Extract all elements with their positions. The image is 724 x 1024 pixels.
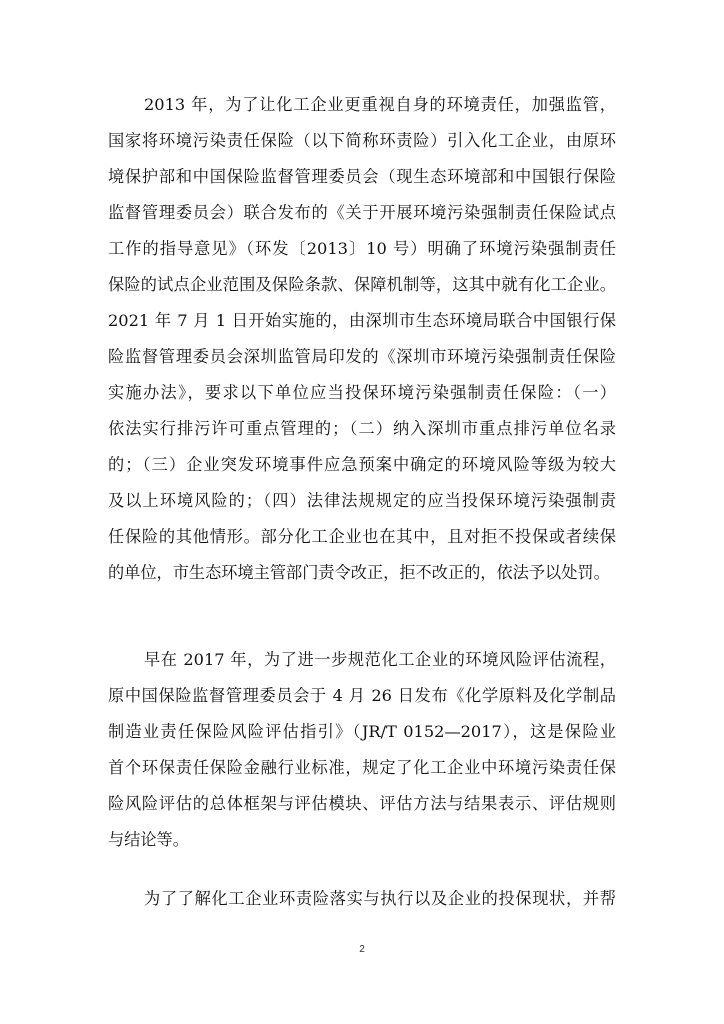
paragraph-line: 险监督管理委员会深圳监管局印发的《深圳市环境污染强制责任保险 — [108, 347, 616, 366]
paragraph-line: 与结论等。 — [108, 830, 189, 849]
paragraph-line: 险风险评估的总体框架与评估模块、评估方法与结果表示、评估规则 — [108, 794, 616, 813]
paragraph-line: 依法实行排污许可重点管理的；（二）纳入深圳市重点排污单位名录 — [108, 419, 616, 438]
paragraph-line: 的单位，市生态环境主管部门责令改正，拒不改正的，依法予以处罚。 — [108, 563, 610, 582]
paragraph-line: 保险的试点企业范围及保险条款、保障机制等，这其中就有化工企业。 — [108, 275, 616, 294]
paragraph-line: 为了了解化工企业环责险落实与执行以及企业的投保现状，并帮 — [144, 889, 616, 908]
paragraph-line: 及以上环境风险的；（四）法律法规规定的应当投保环境污染强制责 — [108, 491, 616, 510]
paragraph-line: 监督管理委员会）联合发布的《关于开展环境污染强制责任保险试点 — [108, 203, 616, 222]
paragraph-line: 工作的指导意见》（环发〔2013〕10 号）明确了环境污染强制责任 — [108, 239, 616, 258]
paragraph-line: 实施办法》，要求以下单位应当投保环境污染强制责任保险：（一） — [108, 383, 616, 402]
paragraph — [108, 87, 616, 591]
paragraph-line: 2021 年 7 月 1 日开始实施的，由深圳市生态环境局联合中国银行保 — [108, 311, 616, 330]
paragraph-line: 2013 年，为了让化工企业更重视自身的环境责任，加强监管， — [144, 95, 616, 114]
paragraph-line: 首个环保责任保险金融行业标准，规定了化工企业中环境污染责任保 — [108, 758, 616, 777]
paragraph — [108, 642, 616, 858]
paragraph-line: 国家将环境污染责任保险（以下简称环责险）引入化工企业，由原环 — [108, 131, 616, 150]
paragraph-line: 原中国保险监督管理委员会于 4 月 26 日发布《化学原料及化学制品 — [108, 686, 616, 705]
paragraph-line: 境保护部和中国保险监督管理委员会（现生态环境部和中国银行保险 — [108, 167, 616, 186]
paragraph — [108, 881, 616, 917]
paragraph-line: 的；（三）企业突发环境事件应急预案中确定的环境风险等级为较大 — [108, 455, 616, 474]
paragraph-line: 早在 2017 年，为了进一步规范化工企业的环境风险评估流程， — [144, 650, 616, 669]
page-number: 2 — [359, 944, 365, 955]
paragraph-line: 制造业责任保险风险评估指引》（JR/T 0152—2017），这是保险业 — [108, 722, 616, 741]
paragraph-line: 任保险的其他情形。部分化工企业也在其中，且对拒不投保或者续保 — [108, 527, 616, 546]
